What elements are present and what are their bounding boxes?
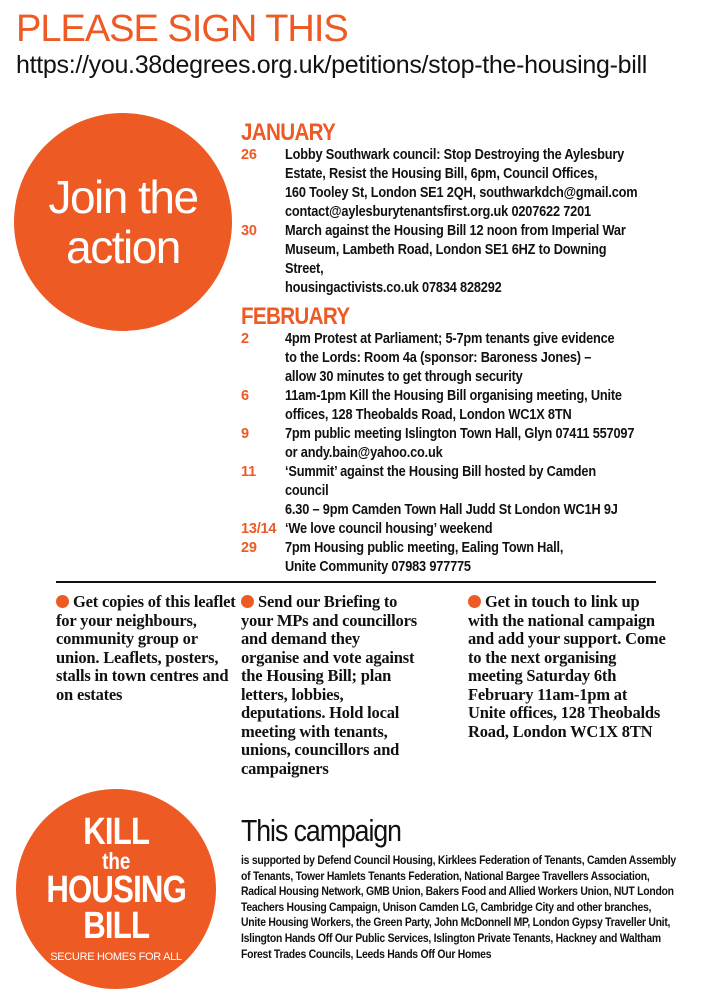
kill-logo-line2: the bbox=[101, 848, 131, 874]
event-text: 11am-1pm Kill the Housing Bill organising meeting, Unite offices, 128 Theobalds Road, London WC1X 8TN bbox=[285, 388, 622, 423]
event-text: Lobby Southwark council: Stop Destroying the Aylesbury Estate, Resist the Housing Bill, 6pm, Council Offices, 160 Tooley St, London SE1 2QH, southwarkdch@gmail.com contact@aylesburytenantsfirst.org.uk 0207622 7201 bbox=[285, 147, 638, 220]
bullet-dot-icon bbox=[56, 595, 69, 608]
event-item bbox=[241, 387, 691, 425]
kill-logo-line4: BILL bbox=[83, 905, 149, 947]
petition-url[interactable]: https://you.38degrees.org.uk/petitions/stop-the-housing-bill bbox=[16, 51, 647, 79]
event-date: 6 bbox=[241, 388, 249, 404]
kill-logo-line1: KILL bbox=[83, 811, 149, 853]
event-date: 26 bbox=[241, 147, 257, 163]
event-item bbox=[241, 463, 691, 520]
event-item bbox=[241, 146, 691, 222]
event-item bbox=[241, 520, 691, 539]
event-item bbox=[241, 330, 691, 387]
event-item bbox=[241, 539, 691, 577]
action-text: Get copies of this leaflet for your neighbours, community group or union. Leaflets, posters, stalls in town centres and on estates bbox=[56, 592, 236, 704]
event-text: March against the Housing Bill 12 noon from Imperial War Museum, Lambeth Road, London SE1 6HZ to Downing Street, housingactivists.co.uk 07834 828292 bbox=[285, 223, 626, 296]
event-date: 2 bbox=[241, 331, 249, 347]
month-heading-january: JANUARY bbox=[241, 119, 336, 146]
event-item bbox=[241, 222, 691, 298]
join-the-action-badge bbox=[14, 113, 232, 331]
events-list bbox=[241, 120, 691, 577]
action-text: Get in touch to link up with the national campaign and add your support. Come to the next organising meeting Saturday 6th February 11am-1pm at Unite offices, 128 Theobalds Road, London WC1X 8TN bbox=[468, 592, 666, 741]
action-column-briefing bbox=[241, 593, 421, 778]
event-text: ‘We love council housing’ weekend bbox=[285, 521, 493, 537]
event-text: 7pm Housing public meeting, Ealing Town Hall, Unite Community 07983 977775 bbox=[285, 540, 564, 575]
kill-logo-line3: HOUSING bbox=[46, 869, 186, 911]
event-text: 4pm Protest at Parliament; 5-7pm tenants give evidence to the Lords: Room 4a (sponsor: Baroness Jones) – allow 30 minutes to get through security bbox=[285, 331, 615, 385]
section-divider bbox=[56, 581, 656, 583]
event-text: ‘Summit’ against the Housing Bill hosted by Camden council 6.30 – 9pm Camden Town Hall Judd St London WC1H 9J bbox=[285, 464, 618, 518]
kill-logo-tagline: SECURE HOMES FOR ALL bbox=[50, 951, 182, 963]
event-date: 13/14 bbox=[241, 521, 277, 537]
join-badge-line2: action bbox=[66, 221, 180, 273]
event-text: 7pm public meeting Islington Town Hall, Glyn 07411 557097 or andy.bain@yahoo.co.uk bbox=[285, 426, 635, 461]
event-date: 29 bbox=[241, 540, 257, 556]
campaign-supporters: is supported by Defend Council Housing, Kirklees Federation of Tenants, Camden Assembly of Tenants, Tower Hamlets Tenants Federation, National Bargee Travellers Association, Radical Housing Network, GMB Union, Bakers Food and Allied Workers Union, NUT London Teachers Housing Campaign, Unison Camden LG, Cambridge City and other branches, Unite Housing Workers, the Green Party, John McDonnell MP, London Gypsy Traveller Unit, Islington Hands Off Our Public Services, Islington Private Tenants, Hackney and Waltham Forest Trades Councils, Leeds Hands Off Our Homes bbox=[241, 853, 676, 961]
bullet-dot-icon bbox=[241, 595, 254, 608]
bullet-dot-icon bbox=[468, 595, 481, 608]
month-heading-february: FEBRUARY bbox=[241, 303, 350, 330]
action-column-get-in-touch bbox=[468, 593, 668, 741]
join-badge-line1: Join the bbox=[48, 171, 198, 223]
page-headline: PLEASE SIGN THIS bbox=[16, 8, 348, 50]
kill-the-housing-bill-logo bbox=[16, 789, 216, 989]
action-column-leaflets bbox=[56, 593, 236, 704]
event-date: 11 bbox=[241, 464, 256, 480]
event-date: 9 bbox=[241, 426, 249, 442]
event-date: 30 bbox=[241, 223, 257, 239]
action-text: Send our Briefing to your MPs and councillors and demand they organise and vote against the Housing Bill; plan letters, lobbies, deputations. Hold local meeting with tenants, unions, councillors and campaigners bbox=[241, 592, 417, 778]
campaign-title: This campaign bbox=[241, 813, 401, 848]
event-item bbox=[241, 425, 691, 463]
